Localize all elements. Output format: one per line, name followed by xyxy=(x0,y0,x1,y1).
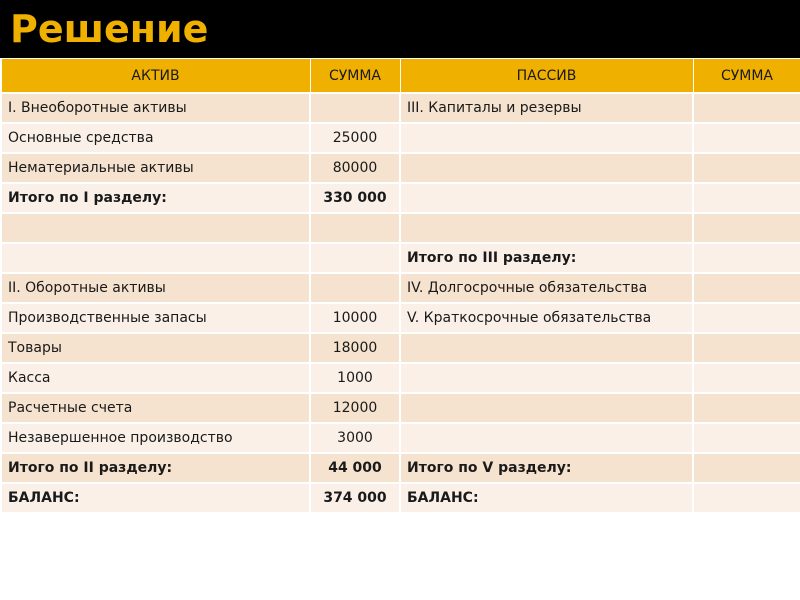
liability-sum-cell xyxy=(693,123,800,153)
liability-sum-cell xyxy=(693,153,800,183)
liability-sum-cell xyxy=(693,213,800,243)
table-row xyxy=(1,363,800,393)
table-row xyxy=(1,123,800,153)
table-row xyxy=(1,453,800,483)
liability-sum-cell xyxy=(693,363,800,393)
liability-sum-cell xyxy=(693,453,800,483)
asset-cell: Основные средства xyxy=(1,123,310,153)
title-bar xyxy=(0,0,800,58)
table-row xyxy=(1,93,800,123)
liability-sum-cell xyxy=(693,273,800,303)
liability-cell: Итого по V разделу: xyxy=(400,453,693,483)
liability-sum-cell xyxy=(693,93,800,123)
liability-sum-cell xyxy=(693,333,800,363)
liability-cell: IV. Долгосрочные обязательства xyxy=(400,273,693,303)
table-row xyxy=(1,423,800,453)
liability-sum-cell xyxy=(693,483,800,513)
table-row xyxy=(1,273,800,303)
asset-cell: Незавершенное производство xyxy=(1,423,310,453)
table-row xyxy=(1,303,800,333)
table-row xyxy=(1,213,800,243)
liability-cell: БАЛАНС: xyxy=(400,483,693,513)
liability-cell xyxy=(400,363,693,393)
header-liability: ПАССИВ xyxy=(400,59,693,94)
liability-sum-cell xyxy=(693,243,800,273)
asset-cell: I. Внеоборотные активы xyxy=(1,93,310,123)
liability-cell xyxy=(400,153,693,183)
asset-sum-cell: 18000 xyxy=(310,333,400,363)
asset-cell: Производственные запасы xyxy=(1,303,310,333)
asset-sum-cell xyxy=(310,273,400,303)
liability-cell xyxy=(400,393,693,423)
table-header-row xyxy=(1,59,800,94)
asset-cell xyxy=(1,243,310,273)
liability-cell xyxy=(400,123,693,153)
asset-sum-cell: 330 000 xyxy=(310,183,400,213)
liability-cell: III. Капиталы и резервы xyxy=(400,93,693,123)
liability-cell xyxy=(400,213,693,243)
liability-cell: V. Краткосрочные обязательства xyxy=(400,303,693,333)
header-asset-sum: СУММА xyxy=(310,59,400,94)
asset-sum-cell: 12000 xyxy=(310,393,400,423)
asset-sum-cell: 1000 xyxy=(310,363,400,393)
asset-cell: Нематериальные активы xyxy=(1,153,310,183)
asset-sum-cell xyxy=(310,213,400,243)
asset-cell: БАЛАНС: xyxy=(1,483,310,513)
liability-cell: Итого по III разделу: xyxy=(400,243,693,273)
liability-sum-cell xyxy=(693,423,800,453)
liability-cell xyxy=(400,423,693,453)
table-row xyxy=(1,393,800,423)
table-row xyxy=(1,483,800,513)
asset-sum-cell: 44 000 xyxy=(310,453,400,483)
liability-sum-cell xyxy=(693,393,800,423)
page-title: Решение xyxy=(10,7,209,51)
asset-cell: Касса xyxy=(1,363,310,393)
asset-sum-cell: 10000 xyxy=(310,303,400,333)
liability-cell xyxy=(400,333,693,363)
asset-cell xyxy=(1,213,310,243)
table-row xyxy=(1,153,800,183)
table-row xyxy=(1,333,800,363)
asset-cell: Итого по II разделу: xyxy=(1,453,310,483)
asset-cell: Товары xyxy=(1,333,310,363)
liability-sum-cell xyxy=(693,303,800,333)
asset-sum-cell: 3000 xyxy=(310,423,400,453)
asset-sum-cell: 80000 xyxy=(310,153,400,183)
asset-cell: II. Оборотные активы xyxy=(1,273,310,303)
liability-sum-cell xyxy=(693,183,800,213)
balance-table xyxy=(0,58,800,514)
asset-sum-cell xyxy=(310,243,400,273)
liability-cell xyxy=(400,183,693,213)
asset-sum-cell xyxy=(310,93,400,123)
asset-cell: Расчетные счета xyxy=(1,393,310,423)
table-row xyxy=(1,183,800,213)
asset-sum-cell: 374 000 xyxy=(310,483,400,513)
asset-cell: Итого по I разделу: xyxy=(1,183,310,213)
table-row xyxy=(1,243,800,273)
header-asset: АКТИВ xyxy=(1,59,310,94)
asset-sum-cell: 25000 xyxy=(310,123,400,153)
header-liability-sum: СУММА xyxy=(693,59,800,94)
